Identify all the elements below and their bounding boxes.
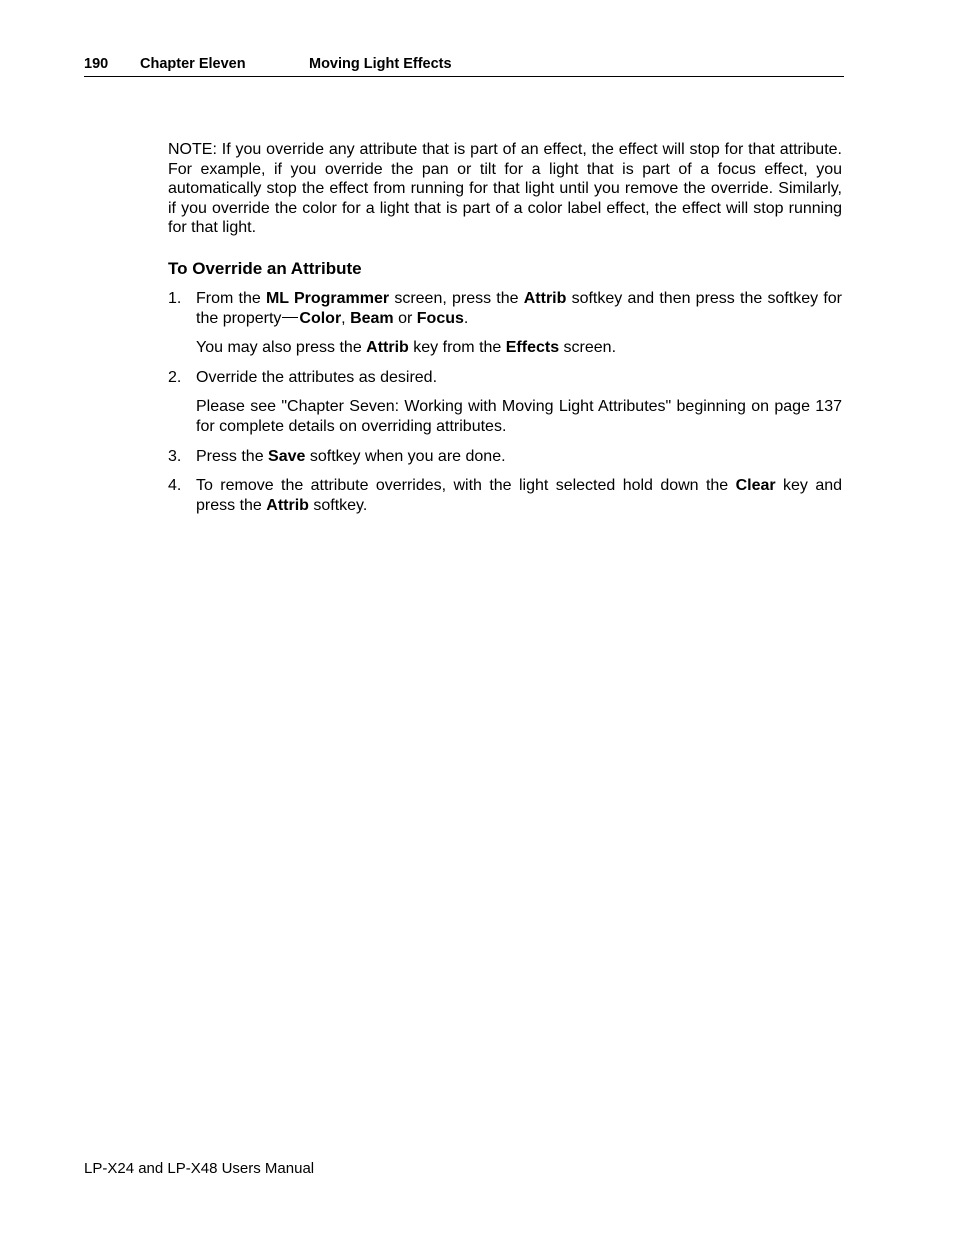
note-paragraph: NOTE: If you override any attribute that is part of an effect, the effect will stop for that attribute. For example, if you override the pan or tilt for a light that is part of a focus effect, you automatically stop the effect from running for that light until you remove the override. Similarly, if you override the color for a light that is part of a color label effect, the effect will stop running for that light. <box>168 141 842 237</box>
step-2-note: Please see "Chapter Seven: Working with Moving Light Attributes" beginning on page 137 for complete details on overriding attributes. <box>196 398 842 435</box>
em-dash <box>282 317 298 318</box>
section-title: Moving Light Effects <box>309 56 452 72</box>
step-2: 2. Override the attributes as desired. <box>168 368 438 386</box>
chapter-label: Chapter Eleven <box>140 56 246 72</box>
page-footer: LP-X24 and LP-X48 Users Manual <box>84 1160 315 1177</box>
step-1: 1. From the ML Programmer screen, press the Attrib softkey and then press the softkey for the property Color, Beam or Focus. <box>168 289 842 327</box>
step-4: 4. To remove the attribute overrides, with the light selected hold down the Clear key and press the Attrib softkey. <box>168 477 843 514</box>
page-body <box>168 140 842 525</box>
step-1-note: You may also press the Attrib key from the Effects screen. <box>196 339 617 357</box>
page-header <box>84 56 844 77</box>
procedure-heading: To Override an Attribute <box>168 258 362 278</box>
step-3: 3. Press the Save softkey when you are done. <box>168 447 506 465</box>
page-number: 190 <box>84 56 109 72</box>
